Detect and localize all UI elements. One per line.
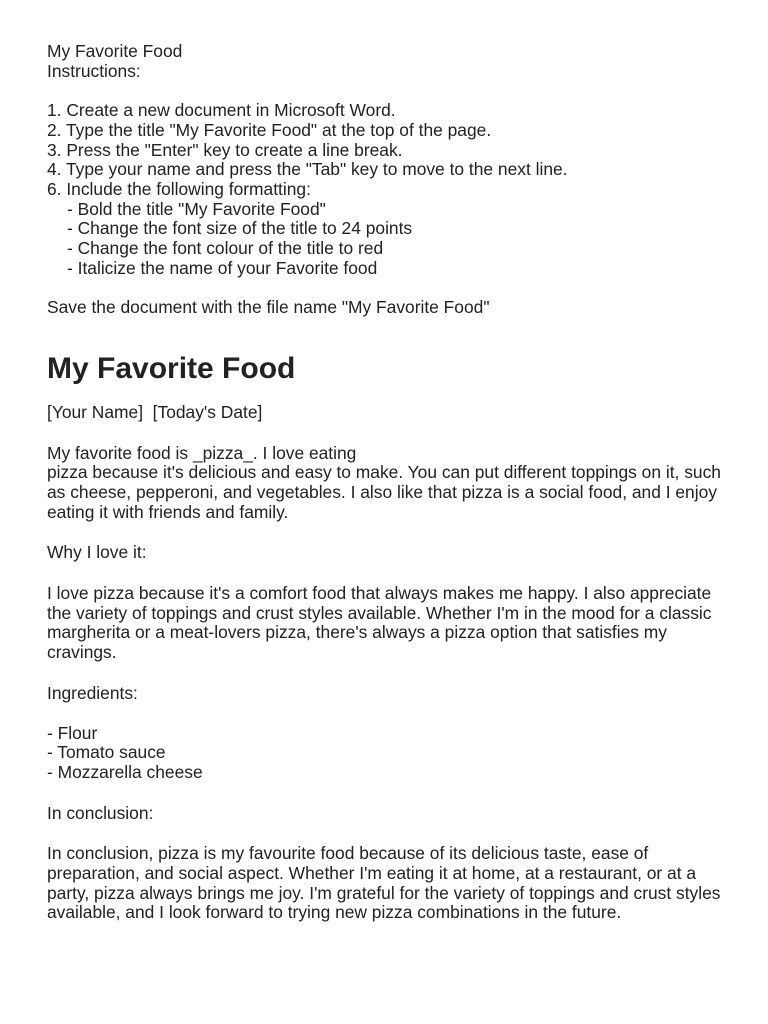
instruction-step: 2. Type the title "My Favorite Food" at the top of the page. bbox=[47, 119, 492, 140]
ingredients-heading: Ingredients: bbox=[47, 682, 138, 703]
ingredients-list bbox=[47, 724, 722, 783]
instruction-step: 6. Include the following formatting: bbox=[47, 178, 311, 199]
document-body bbox=[47, 352, 722, 923]
page-title: My Favorite Food bbox=[47, 351, 296, 385]
formatting-item: - Change the font size of the title to 24 points bbox=[67, 218, 413, 239]
formatting-item: - Change the font colour of the title to red bbox=[67, 238, 384, 259]
instruction-step: 1. Create a new document in Microsoft Word. bbox=[47, 100, 396, 121]
why-heading: Why I love it: bbox=[47, 542, 147, 563]
blank-line bbox=[47, 81, 722, 101]
conclusion-heading: In conclusion: bbox=[47, 802, 154, 823]
conclusion-paragraph: In conclusion, pizza is my favourite food because of its delicious taste, ease of preparation, and social aspect. Whether I'm eating it at home, at a restaurant, or at a party, pizza always brings me joy. I'm grateful for the variety of toppings and crust styles available, and I look forward to trying new pizza combinations in the future. bbox=[47, 843, 721, 923]
blank-line bbox=[47, 278, 722, 298]
instructions-label: Instructions: bbox=[47, 60, 141, 81]
save-note: Save the document with the file name "My Favorite Food" bbox=[47, 297, 490, 318]
name-date-line: [Your Name] [Today's Date] bbox=[47, 401, 263, 422]
list-item: - Tomato sauce bbox=[47, 742, 166, 763]
list-item: - Mozzarella cheese bbox=[47, 761, 203, 782]
intro-first-line: My favorite food is _pizza_. I love eating bbox=[47, 442, 357, 463]
formatting-item: - Bold the title "My Favorite Food" bbox=[67, 198, 326, 219]
list-item: - Flour bbox=[47, 722, 98, 743]
intro-text: pizza because it's delicious and easy to make. You can put different toppings on it, such as cheese, pepperoni, and vegetables. I also like that pizza is a social food, and I enjoy eating it with friends and family. bbox=[47, 462, 721, 522]
instruction-step: 4. Type your name and press the "Tab" key to move to the next line. bbox=[47, 159, 568, 180]
instructions-section bbox=[47, 42, 722, 318]
why-paragraph: I love pizza because it's a comfort food that always makes me happy. I also appreciate the variety of toppings and crust styles available. Whether I'm in the mood for a classic margherita or a meat-lovers pizza, there's always a pizza option that satisfies my cravings. bbox=[47, 583, 712, 663]
intro-paragraph bbox=[47, 444, 722, 523]
instruction-step: 3. Press the "Enter" key to create a line break. bbox=[47, 139, 403, 160]
instructions-heading: My Favorite Food bbox=[47, 41, 183, 61]
formatting-item: - Italicize the name of your Favorite food bbox=[67, 257, 378, 278]
